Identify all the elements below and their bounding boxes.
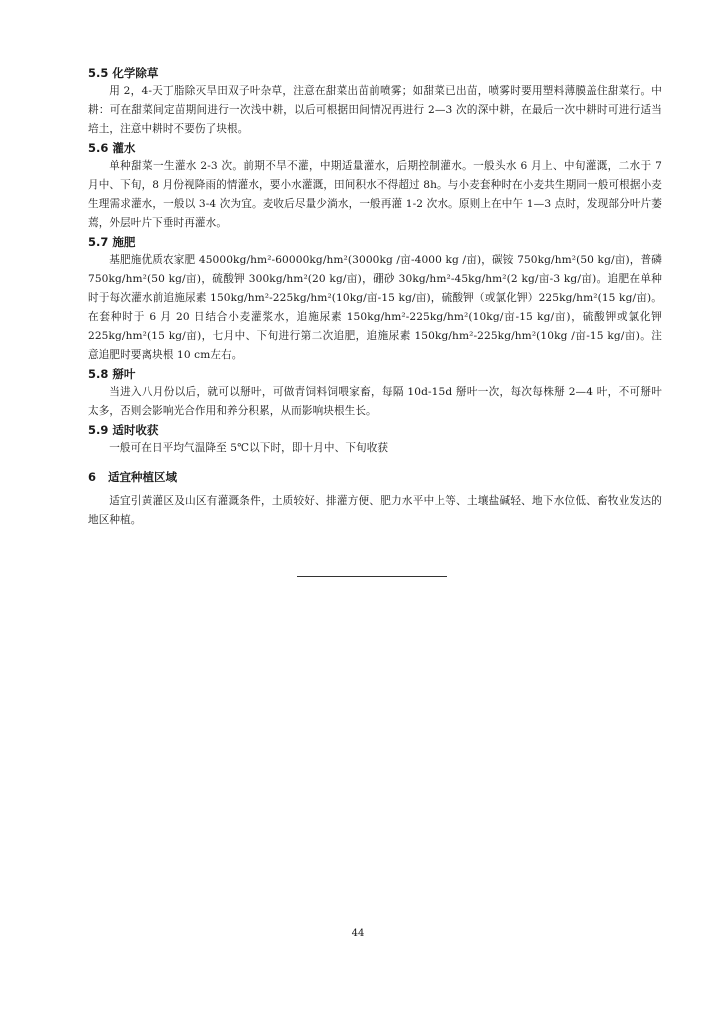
- section-number: 5.7: [88, 235, 109, 249]
- section-paragraph: 当进入八月份以后，就可以掰叶，可做青饲料饲喂家畜，每隔 10d-15d 掰叶一次，每次每株掰 2—4 叶，不可掰叶太多，否则会影响光合作用和养分积累，从而影响块根生长。: [88, 386, 662, 417]
- section-number: 6: [88, 470, 97, 484]
- section-title: 适宜种植区域: [108, 470, 178, 484]
- section-heading-suitable-region: [88, 468, 662, 486]
- section-heading-irrigation: [88, 139, 662, 157]
- section-paragraph: 单种甜菜一生灌水 2-3 次。前期不旱不灌，中期适量灌水，后期控制灌水。一般头水 6 月上、中旬灌溉，二水于 7 月中、下旬，8 月份视降雨的情灌水，要小水灌溉，田间积水不得超过 8h。与小麦套种时在小麦共生期同一般可根据小麦生理需求灌水，一般以 3-4 次为宜。麦收后尽量少淌水，一般再灌 1-2 次水。原则上在中午 1—3 点时，发现部分叶片萎蔫，外层叶片下垂时再灌水。: [88, 160, 662, 229]
- section-title: 化学除草: [112, 66, 159, 80]
- section-title: 掰叶: [112, 367, 136, 381]
- section-heading-harvest: [88, 421, 662, 439]
- section-paragraph: 一般可在日平均气温降至 5℃以下时，即十月中、下旬收获: [109, 442, 389, 454]
- section-number: 5.6: [88, 141, 109, 155]
- section-heading-fertilization: [88, 233, 662, 251]
- document-body: [88, 64, 662, 530]
- section-paragraph: 适宜引黄灌区及山区有灌溉条件，土质较好、排灌方便、肥力水平中上等、土壤盐碱轻、地下水位低、畜牧业发达的地区种植。: [88, 495, 662, 526]
- spacer: [88, 458, 662, 468]
- end-divider: [297, 576, 447, 577]
- section-paragraph: 基肥施优质农家肥 45000kg/hm²-60000kg/hm²(3000kg /亩-4000 kg /亩)，碳铵 750kg/hm²(50 kg/亩)，普磷 750kg/hm²(50 kg/亩)，硫酸钾 300kg/hm²(20 kg/亩)，硼砂 30kg/hm²-45kg/hm²(2 kg/亩-3 kg/亩)。追肥在单种时于每次灌水前追施尿素 150kg/hm²-225kg/hm²(10kg/亩-15 kg/亩)，硫酸钾（或氯化钾）225kg/hm²(15 kg/亩)。在套种时于 6 月 20 日结合小麦灌浆水，追施尿素 150kg/hm²-225kg/hm²(10kg/亩-15 kg/亩)，硫酸钾或氯化钾 225kg/hm²(15 kg/亩)，七月中、下旬进行第二次追肥，追施尿素 150kg/hm²-225kg/hm²(10kg /亩-15 kg/亩)。注意追肥时要离块根 10 cm左右。: [88, 254, 662, 361]
- section-title: 施肥: [112, 235, 136, 249]
- section-number: 5.8: [88, 367, 109, 381]
- section-title: 适时收获: [112, 423, 159, 437]
- page-number: 44: [351, 928, 365, 939]
- section-number: 5.5: [88, 66, 109, 80]
- section-paragraph: 用 2，4-天丁脂除灭旱田双子叶杂草，注意在甜菜出苗前喷雾；如甜菜已出苗，喷雾时要用塑料薄膜盖住甜菜行。中耕：可在甜菜间定苗期间进行一次浅中耕，以后可根据田间情况再进行 2—3 次的深中耕，在最后一次中耕时可进行适当培土，注意中耕时不要伤了块根。: [88, 85, 662, 135]
- section-heading-chemical-weeding: [88, 64, 662, 82]
- section-number: 5.9: [88, 423, 109, 437]
- section-title: 灌水: [112, 141, 136, 155]
- section-heading-leaf-removal: [88, 365, 662, 383]
